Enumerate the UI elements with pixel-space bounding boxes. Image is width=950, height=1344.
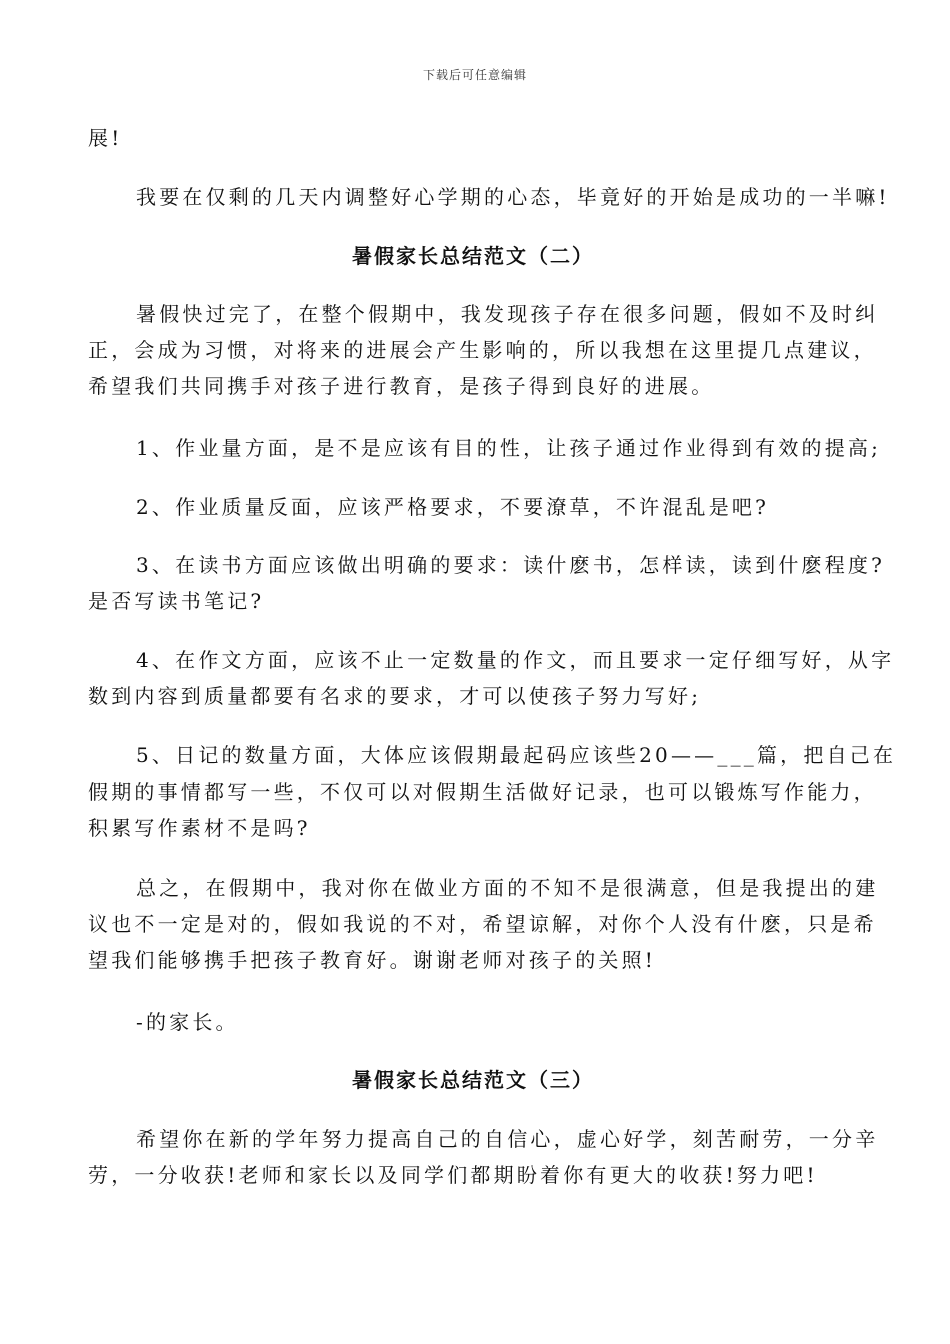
list-item-2: 2、作业质量反面，应该严格要求，不要潦草，不许混乱是吧? [136,495,770,519]
paragraph-line: 望我们能够携手把孩子教育好。谢谢老师对孩子的关照! [88,948,657,972]
paragraph-line: 暑假快过完了，在整个假期中，我发现孩子存在很多问题，假如不及时纠 [136,302,879,326]
page-header-note: 下载后可任意编辑 [422,68,527,82]
list-item-3-cont: 是否写读书笔记? [88,589,265,613]
paragraph-line: 正，会成为习惯，对将来的进展会产生影响的，所以我想在这里提几点建议， [88,338,877,362]
signature-line: -的家长。 [136,1010,239,1034]
paragraph-line: 希望你在新的学年努力提高自己的自信心，虚心好学，刻苦耐劳，一分辛 [136,1127,879,1151]
section-heading-3: 暑假家长总结范文（三） [352,1068,594,1092]
list-item-1: 1、作业量方面，是不是应该有目的性，让孩子通过作业得到有效的提高; [136,436,882,460]
list-item-5: 5、日记的数量方面，大体应该假期最起码应该些20——___篇，把自己在 [136,743,897,767]
list-item-3: 3、在读书方面应该做出明确的要求：读什麽书，怎样读，读到什麽程度? [136,553,886,577]
paragraph-line: 总之，在假期中，我对你在做业方面的不知不是很满意，但是我提出的建 [136,876,879,900]
paragraph-line: 希望我们共同携手对孩子进行教育，是孩子得到良好的进展。 [88,374,715,398]
paragraph-line: 劳，一分收获!老师和家长以及同学们都期盼着你有更大的收获!努力吧! [88,1163,818,1187]
list-item-5-cont: 积累写作素材不是吗? [88,816,311,840]
section-heading-2: 暑假家长总结范文（二） [352,244,594,268]
list-item-5-cont: 假期的事情都写一些，不仅可以对假期生活做好记录，也可以锻炼写作能力， [88,780,877,804]
paragraph-line: 我要在仅剩的几天内调整好心学期的心态，毕竟好的开始是成功的一半嘛! [136,185,890,209]
paragraph-continuation: 展! [88,126,123,150]
paragraph-line: 议也不一定是对的，假如我说的不对，希望谅解，对你个人没有什麽，只是希 [88,912,877,936]
list-item-4: 4、在作文方面，应该不止一定数量的作文，而且要求一定仔细写好，从字 [136,648,895,672]
list-item-4-cont: 数到内容到质量都要有名求的要求，才可以使孩子努力写好; [88,684,702,708]
